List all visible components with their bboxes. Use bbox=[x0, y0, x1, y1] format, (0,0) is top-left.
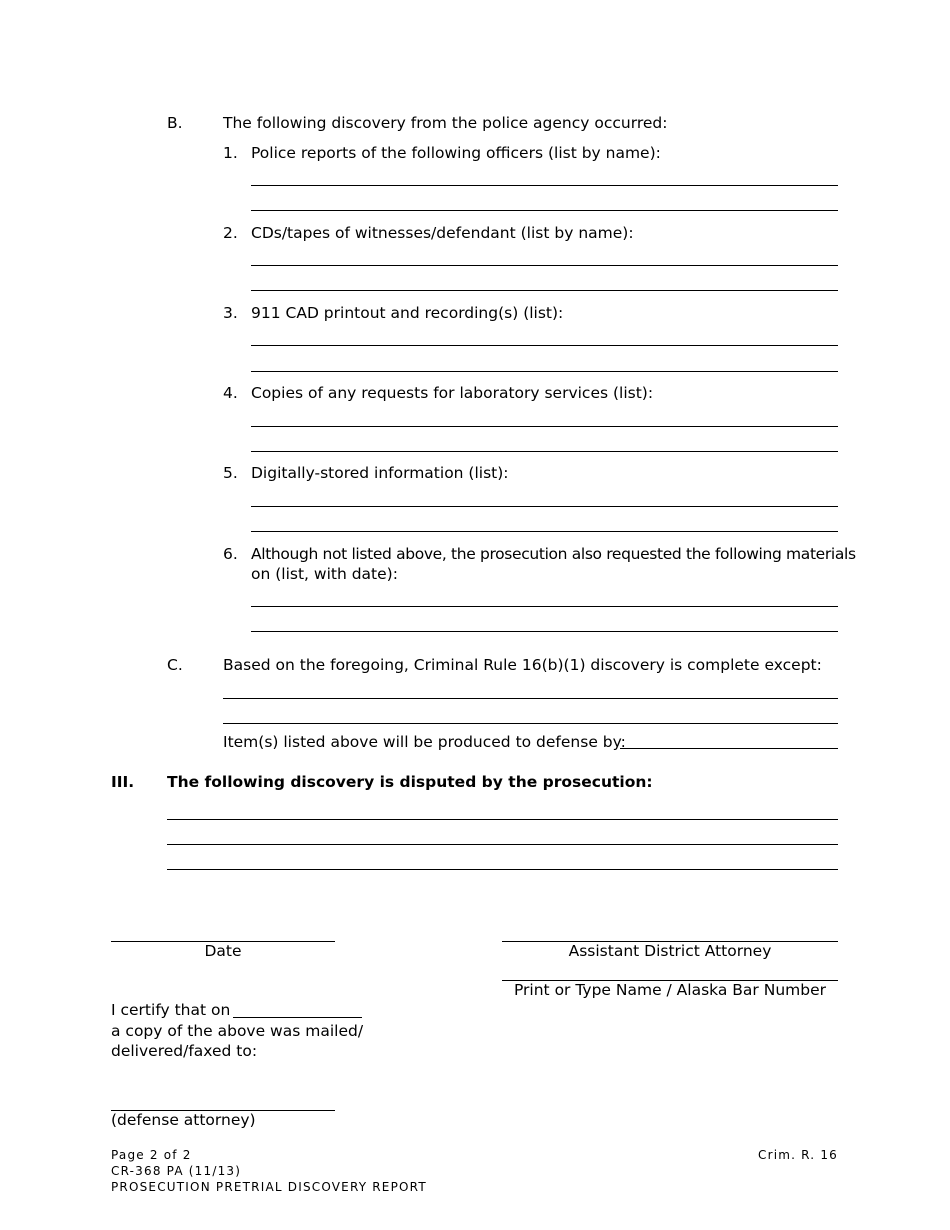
section-c-entry-line-1[interactable] bbox=[223, 698, 838, 699]
item-6-label-line-1: Although not listed above, the prosecution also requested the following materials bbox=[251, 545, 856, 563]
disputed-entry-line-2[interactable] bbox=[167, 844, 838, 845]
item-2-number: 2. bbox=[223, 224, 238, 242]
section-c-entry-line-2[interactable] bbox=[223, 723, 838, 724]
section-b-letter: B. bbox=[167, 114, 183, 132]
disputed-entry-line-3[interactable] bbox=[167, 869, 838, 870]
item-6-entry-line-1[interactable] bbox=[251, 606, 838, 607]
item-3-number: 3. bbox=[223, 304, 238, 322]
item-3-entry-line-1[interactable] bbox=[251, 345, 838, 346]
footer-form-title: PROSECUTION PRETRIAL DISCOVERY REPORT bbox=[111, 1180, 427, 1194]
certify-text-line-3: delivered/faxed to: bbox=[111, 1042, 258, 1060]
item-1-label: Police reports of the following officers (list by name): bbox=[251, 144, 661, 162]
section-iii-numeral: III. bbox=[111, 773, 135, 791]
item-6-label-line-2: on (list, with date): bbox=[251, 565, 398, 583]
defense-attorney-label: (defense attorney) bbox=[111, 1111, 256, 1129]
footer-form-number: CR-368 PA (11/13) bbox=[111, 1164, 242, 1178]
produced-by-date-line[interactable] bbox=[620, 748, 838, 749]
item-6-number: 6. bbox=[223, 545, 238, 563]
section-iii-heading: The following discovery is disputed by the prosecution: bbox=[167, 773, 653, 791]
section-b-heading: The following discovery from the police agency occurred: bbox=[223, 114, 668, 132]
item-4-number: 4. bbox=[223, 384, 238, 402]
certify-text-line-2: a copy of the above was mailed/ bbox=[111, 1022, 364, 1040]
item-5-entry-line-2[interactable] bbox=[251, 531, 838, 532]
item-1-entry-line-2[interactable] bbox=[251, 210, 838, 211]
footer-page-number: Page 2 of 2 bbox=[111, 1148, 192, 1162]
disputed-entry-line-1[interactable] bbox=[167, 819, 838, 820]
date-label: Date bbox=[204, 942, 242, 960]
footer-rule: Crim. R. 16 bbox=[758, 1148, 838, 1162]
item-4-label: Copies of any requests for laboratory services (list): bbox=[251, 384, 654, 402]
item-4-entry-line-1[interactable] bbox=[251, 426, 838, 427]
certify-text-line-1: I certify that on bbox=[111, 1001, 231, 1019]
name-bar-number-label: Print or Type Name / Alaska Bar Number bbox=[513, 981, 826, 999]
certify-date-line[interactable] bbox=[233, 1017, 362, 1018]
item-6-entry-line-2[interactable] bbox=[251, 631, 838, 632]
item-2-entry-line-2[interactable] bbox=[251, 290, 838, 291]
item-5-number: 5. bbox=[223, 464, 238, 482]
item-5-entry-line-1[interactable] bbox=[251, 506, 838, 507]
item-2-label: CDs/tapes of witnesses/defendant (list by name): bbox=[251, 224, 634, 242]
item-2-entry-line-1[interactable] bbox=[251, 265, 838, 266]
section-c-letter: C. bbox=[167, 656, 183, 674]
item-1-number: 1. bbox=[223, 144, 238, 162]
item-4-entry-line-2[interactable] bbox=[251, 451, 838, 452]
produced-by-label: Item(s) listed above will be produced to defense by: bbox=[223, 733, 626, 751]
item-3-label: 911 CAD printout and recording(s) (list): bbox=[251, 304, 564, 322]
ada-label: Assistant District Attorney bbox=[568, 942, 772, 960]
item-5-label: Digitally-stored information (list): bbox=[251, 464, 509, 482]
section-c-text: Based on the foregoing, Criminal Rule 16(b)(1) discovery is complete except: bbox=[223, 656, 822, 674]
item-1-entry-line-1[interactable] bbox=[251, 185, 838, 186]
item-3-entry-line-2[interactable] bbox=[251, 371, 838, 372]
